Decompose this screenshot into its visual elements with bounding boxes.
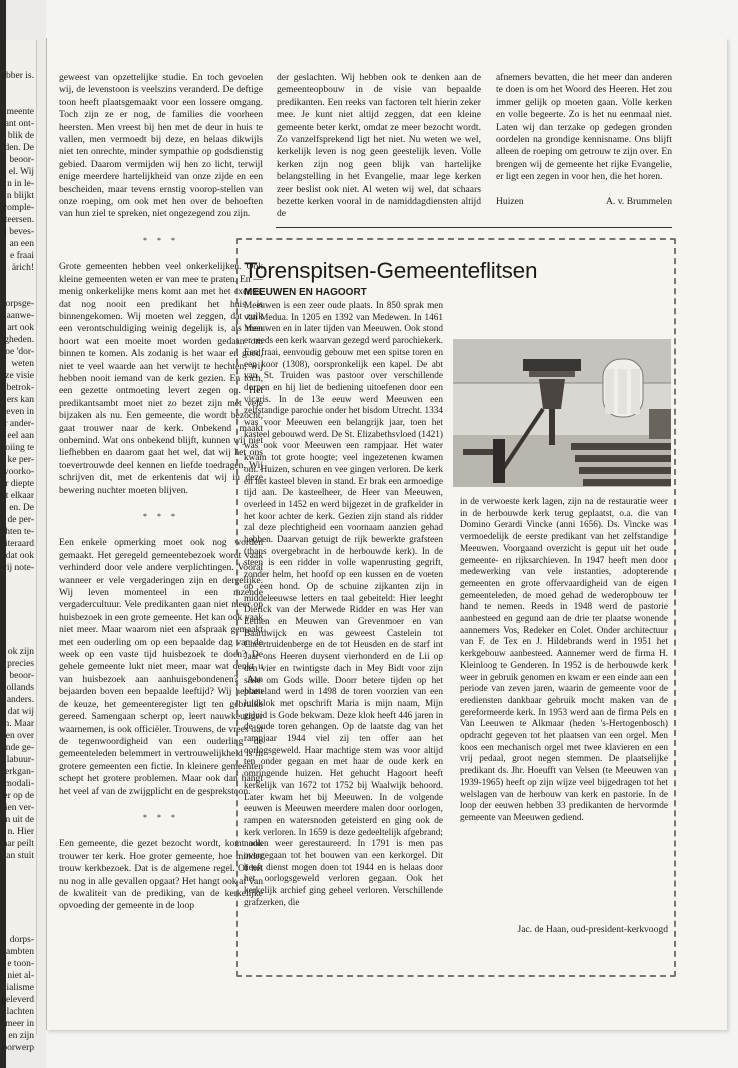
signature-author: A. v. Brummelen xyxy=(606,195,672,207)
left-page-line: meer in xyxy=(5,1019,34,1029)
feature-subtitle: MEEUWEN EN HAGOORT xyxy=(244,287,367,298)
section-separator: * * * xyxy=(143,812,179,822)
left-page-line: n. Maar xyxy=(4,719,34,729)
left-page-line: ke per- xyxy=(7,455,34,465)
col1-paragraph-1: geweest van opzettelijke studie. En toch gevoelen wij, de levenstoon is veelszins veranderd. De deftige toon heeft plaatsgemaakt voor een lossere omgang. Toch zijn ze er nog, de families die voorheen heersten. Men vreest bij hen met de deur in huis te vallen, men vermoedt bij deze, en helaas dikwijls niet ten onrechte, minder sympathie op godsdienstig gebied. Daarom vermijden wij hen zo licht, terwijl enige meerdere hartelijkheid van onze zijde en een bescheiden, maar tevens ernstig voorop-stellen van onze roeping, om ook met hen over de behoeften van hun ziel te spreken, niet ongezegend zou zijn. xyxy=(59,72,263,220)
section-separator: * * * xyxy=(143,235,179,245)
left-page-line: beoor- xyxy=(9,671,34,681)
feature-column-right xyxy=(460,497,668,825)
left-page-line: ant ont- xyxy=(4,119,34,129)
left-page-line: precies xyxy=(7,659,34,669)
column-divider-rule xyxy=(276,227,672,228)
left-page-line: oe 'dor- xyxy=(5,347,34,357)
left-page-line: lachten xyxy=(6,1007,34,1017)
left-page-line: oiing te xyxy=(5,443,34,453)
left-page-line: dorps- xyxy=(9,935,34,945)
left-page-line: e toon- xyxy=(7,959,34,969)
left-page-line: blik de xyxy=(7,131,34,141)
left-page-line: ebber is. xyxy=(1,71,34,81)
section-separator: * * * xyxy=(143,512,179,521)
left-page-line: erkgan- xyxy=(4,767,34,777)
left-page-line: beoor- xyxy=(9,155,34,165)
col3-paragraph-1: afnemers bevatten, die het meer dan anderen te doen is om het Woord des Heeren. Het zou immer gelijk op moeten gaan. Volle kerken en volle begeerte. Zo is het nu eenmaal niet. Laten wij dan terzake op gedegen gronden oordelen na grondige kennisname. Ons blijft alleen de roeping om getrouw te zijn over. En brengen wij de gemeente het rijke Evangelie, er ligt een zegen in voor hen, die het horen. xyxy=(496,72,672,183)
left-page-line: n uit de xyxy=(5,815,34,825)
left-page-line: dat wij xyxy=(7,707,34,717)
left-page-line: n in le- xyxy=(7,179,34,189)
left-page-line: ien ver- xyxy=(4,803,34,813)
col1-paragraph-3: Een enkele opmerking moet ook nog worden gemaakt. Het geregeld gemeentebezoek wordt vaak verhinderd door vele andere verplichtingen. Vooral wanneer er vele vergaderingen zijn en dergelijke. Wij leven momenteel in een razende vergadercultuur. Vele predikanten gaan niet meer op huisbezoek in een grote gemeente. Het kan ook vaak niet meer. Maar waarom niet een afspraak gemaakt met een ouderling om op een bepaalde dag van de week op een vaste tijd huisbezoek te doen? De gehele gemeente lukt niet meer, maar wat denkt u van huisbezoek aan aanhuisgebondenen? Aan bejaarden boven een bepaalde leeftijd? Wij hebben de keuze, het gemeenteregister ligt ten gebruike gereed. Samengaan scherpt op, leert nauwkeuriger waarnemen, is ook officiëler. Trouwens, de vrees dat de tegenwoordigheid van een ouderling de gemeenteleden belemmert in vertrouwelijkheid is in grotere gemeenten een fictie. In kleinere gemeenten schept het grotere problemen. Maar ook dan hangt het veel af van de zwijgplicht en de gesprekstoon. xyxy=(59,537,263,797)
left-page-line: e fraai xyxy=(10,251,34,261)
left-page-line: r diepte xyxy=(5,479,34,489)
left-page-line: labuur- xyxy=(6,755,34,765)
left-page-line: dat ook xyxy=(5,551,34,561)
left-page-line: vij note- xyxy=(2,563,34,573)
feature-left-text: Meeuwen is een zeer oude plaats. In 850 sprak men van Medua. In 1205 en 1392 van Medewen. In 1461 Meeuwen en in later tijden van Meeuwen. Ook stond er reeds een kerk waarvan gezegd werd parochiekerk. Een fraai, eenvoudig gebouw met een spitse toren en een koor (1308), oorspronkelijk een kapel. De abt van St. Truiden was pastoor over verschillende dorpen en hij liet de bediening uitoefenen door een vicaris. In de 13e eeuw werd Meeuwen een zelfstandige parochie onder het bisdom Utrecht. 1334 was voor Meeuwen een belangrijk jaar, toen het kasteel gebouwd werd. De St. Elizabethsvloed (1421) was ook voor Meeuwen een rampjaar. Het water kwam tot grote hoogte; veel ingezetenen kwamen om. Huizen, schuren en vee gingen verloren. De kerk en het kasteel bleven in stand. Er brak een armoedige tijd aan. De kasteelheer, de Heer van Meeuwen, overleed in 1452 en werd bijgezet in de grafkelder in het koor achter de kerk. Gezien zijn stand als ridder zal deze plechtigheid een voornaam aanzien gehad hebben. Daarvan getuigt de rijk bewerkte grafsteen (thans overgebracht in de herbouwde kerk). In de steen is een ridder in volle wapenrusting gegrift, zonder helm, het hoofd op een kussen en de voeten op een hond. Op de schuine zijkanten zijn in middeleeuwse letters en taal gebeiteld: Hier leeght Dierick van der Merwede Ridder en was Her van Eethen en Meuwen van Grevenmoer en van Baardwijck en was geweest Castelein tot Cheertruidenberge en de tot Heusden en de starf int Jaar ons Heeren duysent vierhonderd en de Lii op den vier en twintigste dach in Mey Bidt voor zijn siele om Gods wille. Doorr betere tijden op het platteland werd in 1498 de toren voorzien van een luidklok met opschrift Maria is mijn naam, Mijn geluid is Gode bekwam. Deze klok heeft 446 jaren in de oude toren gehangen. Op de laatste dag van het rampjaar 1944 viel zij ten offer aan het oorlogsgeweld. Haar machtige stem was voor altijd ten onder gegaan en met haar de oude kerk en omringende huizen. Het gehucht Hagoort heeft kerkelijk van 1672 tot 1752 bij Waalwijk behoord. Later kwam het bij Meeuwen. In de volgende eeuwen is Meeuwen meerdere malen door oorlogen, rampen en watersnoden geteisterd en ging ook de kerk verloren. In 1659 is deze gedeeltelijk afgebrand; nadien weer gerestaureerd. In 1791 is men pas overgegaan tot het bouwen van een kerkorgel. Dit heeft dienst mogen doen tot 1944 en is helaas door het oorlogsgeweld verloren gegaan. Ook het kerkelijk archief ging geheel verloren. Verschillende grafzerken, die xyxy=(244,301,443,908)
left-page-line: ers kan xyxy=(6,395,34,405)
left-page-line: r ander- xyxy=(4,419,34,429)
left-page-line: geleverd xyxy=(1,995,34,1005)
left-page-line: ambten xyxy=(6,947,34,957)
left-page-line: art ook xyxy=(7,323,34,333)
left-page-line: gheden. xyxy=(4,335,34,345)
feature-title: Torenspitsen-Gemeenteflitsen xyxy=(244,258,538,283)
left-page-line: teersen. xyxy=(4,215,34,225)
col2-paragraph-1: der geslachten. Wij hebben ook te denken aan de gemeenteopbouw in de visie van bepaalde predikanten. Een reeks van factoren telt hierin zeker mee. Je kunt niet altijd zeggen, dat een kleine gemeente beter kerkt, omdat ze meer bezocht wordt. Zo vanzelfsprekend ligt het niet. Nu weten we wel, kerkelijk leven is nog geen geestelijk leven. Volle kerken zijn nog geen blijk van hartelijke belangstelling in het Evangelie, maar lege kerken zeer beslist ook niet. Al weten wij wel, dat schaars bezette kerken vooral in de namiddagdiensten altijd de xyxy=(277,72,481,220)
feature-right-text: in de verwoeste kerk lagen, zijn na de restauratie weer in de herbouwde kerk terug geplaatst, o.a. die van Domino Gerardi Vincke (anni 1656). Ds. Vincke was vermoedelijk de eerste predikant van het zelfstandige Meeuwen. Voorgaand overzicht is geput uit het oude gemeente- en rijksarchieven. In 1947 heeft men door medewerking van vele instanties, adopterende gemeenten en grote offervaardigheid van de eigen gemeenteleden, de moed gehad de wederopbouw ter hand te nemen. Reeds in 1948 werd de pastorie aanbesteed en gegund aan de drie ter plaatse wonende aannemers Vos, Redeker en Colet. Onder architectuur van F. de Tex en J. Hildebrands werd in 1951 het kerkgebouw aanbesteed. Aannemer werd de firma H. Kleinloog te Genderen. In 1952 is de herbouwde kerk weer in gebruik genomen en kwam er een einde aan een periode van zeven jaren, waarin de gemeente voor de erediensten dankbaar gebruik mocht maken van de gereformeerde kerk. In 1953 werd aan de firma Pels en Van Leeuwen te Alkmaar (heden 's-Hertogenbosch) opdracht gegeven tot het plaatsen van een orgel. Men koos een mechanisch orgel met twee klavieren en een vrij pedaal, groot negen stemmen. De plaatselijke predikant ds. Jhr. Hoeufft van Velsen (te Meeuwen van 1939-1965) heeft op zijn wijze veel bijgedragen tot het welslagen van de herbouw van kerk en pastorie. In de loop der eeuwen hebben 33 predikanten de hervormde gemeente van Meeuwen gediend. xyxy=(460,497,668,823)
church-interior-illustration xyxy=(453,339,671,487)
left-page-line: meente xyxy=(6,107,34,117)
left-page-line: oorwerp xyxy=(2,1043,34,1053)
left-page-line: er op de xyxy=(3,791,34,801)
left-page-line: ialisme xyxy=(6,983,34,993)
left-page-line: en. De xyxy=(9,503,34,513)
left-page-line: even in xyxy=(6,407,34,417)
col1-paragraph-2: Grote gemeenten hebben veel onkerkelijken. Ook kleine gemeenten weten er van mee te praten. En — menig onkerkelijke mens komt aan met het excuus, dat nog nooit een predikant het huis is binnengekomen. Wij moeten wel zeggen, dat zulk een verontschuldiging weinig degelijk is, als men hoort wat een moeite moet worden gedaan om binnen te komen. Als zodanig is het waar en goed, niet te veel waarde aan het verwijt te hechten; wij hebben nooit iemand van de kerk gezien. En toch, een gezette ontmoeting levert zegen op. Het predikantsambt moet niet zo bezet zijn met vele bijzaken als nu. Een gemeente, die wordt bezocht, gaat trouwer naar de kerk. Onbekend maakt onbemind. Wat ons onbekend blijft, kunnen wij niet liefhebben en daarom gaat het wel, dat wij het ons toevertrouwde deel kennen en liefde toedragen. Wij schrijven dit, met de erkentenis dat wij in deze bewering nuchter moeten blijven. xyxy=(59,261,263,496)
left-page-line: eel aan xyxy=(7,431,34,441)
col1-paragraph-4: Een gemeente, die gezet bezocht wordt, komt ook trouwer ter kerk. Hoe groter gemeente, hoe minder trouw kerkbezoek. Dat is de algemene regel. Of het nu nog in alle gevallen opgaat? Het hangt ook af van de kwaliteit van de prediking, van de kerkelijke opvoeding der gemeente in de loop xyxy=(59,838,263,912)
left-page-line: aar peilt xyxy=(3,839,34,849)
left-page-line: orpsge- xyxy=(5,299,34,309)
left-page-fragment xyxy=(1,40,37,1053)
feature-column-left xyxy=(244,301,443,910)
article-column-2 xyxy=(277,72,481,221)
left-page-line: ollands xyxy=(6,683,34,693)
left-page-line: niet al- xyxy=(7,971,34,981)
left-page-line: ok zijn xyxy=(7,647,34,657)
left-page-line: den. De xyxy=(4,143,34,153)
left-page-line: j beves- xyxy=(4,227,34,237)
article-column-3 xyxy=(496,72,672,208)
left-page-line: voorko- xyxy=(3,467,34,477)
left-page-line: an een xyxy=(9,239,34,249)
left-page-line: ze visie xyxy=(5,371,34,381)
left-page-line: hten te- xyxy=(5,527,34,537)
left-page-line: betrok- xyxy=(6,383,34,393)
left-page-line: n blijkt xyxy=(6,191,34,201)
church-interior-photo xyxy=(453,339,671,487)
left-page-line: modali- xyxy=(4,779,34,789)
left-page-line: nde ge- xyxy=(5,743,34,753)
left-page-line: el. Wij xyxy=(8,167,34,177)
left-page-line: iteraard xyxy=(4,539,34,549)
left-page-line: t elkaar xyxy=(5,491,34,501)
article-column-1 xyxy=(59,72,263,913)
left-page-line: an stuit xyxy=(6,851,34,861)
left-page-line: en over xyxy=(5,731,34,741)
left-page-line: weten xyxy=(11,359,34,369)
left-page-line: n. Hier xyxy=(7,827,34,837)
left-page-line: ärich! xyxy=(11,263,34,273)
signature-line xyxy=(496,196,672,208)
feature-credit: Jac. de Haan, oud-president-kerkvoogd xyxy=(517,924,668,935)
left-page-line: comple- xyxy=(2,203,34,213)
left-page-line: de per- xyxy=(7,515,34,525)
left-page-line: anders. xyxy=(6,695,34,705)
signature-place: Huizen xyxy=(496,195,524,207)
left-page-line: en zijn xyxy=(8,1031,34,1041)
left-page-line: aanwe- xyxy=(6,311,34,321)
